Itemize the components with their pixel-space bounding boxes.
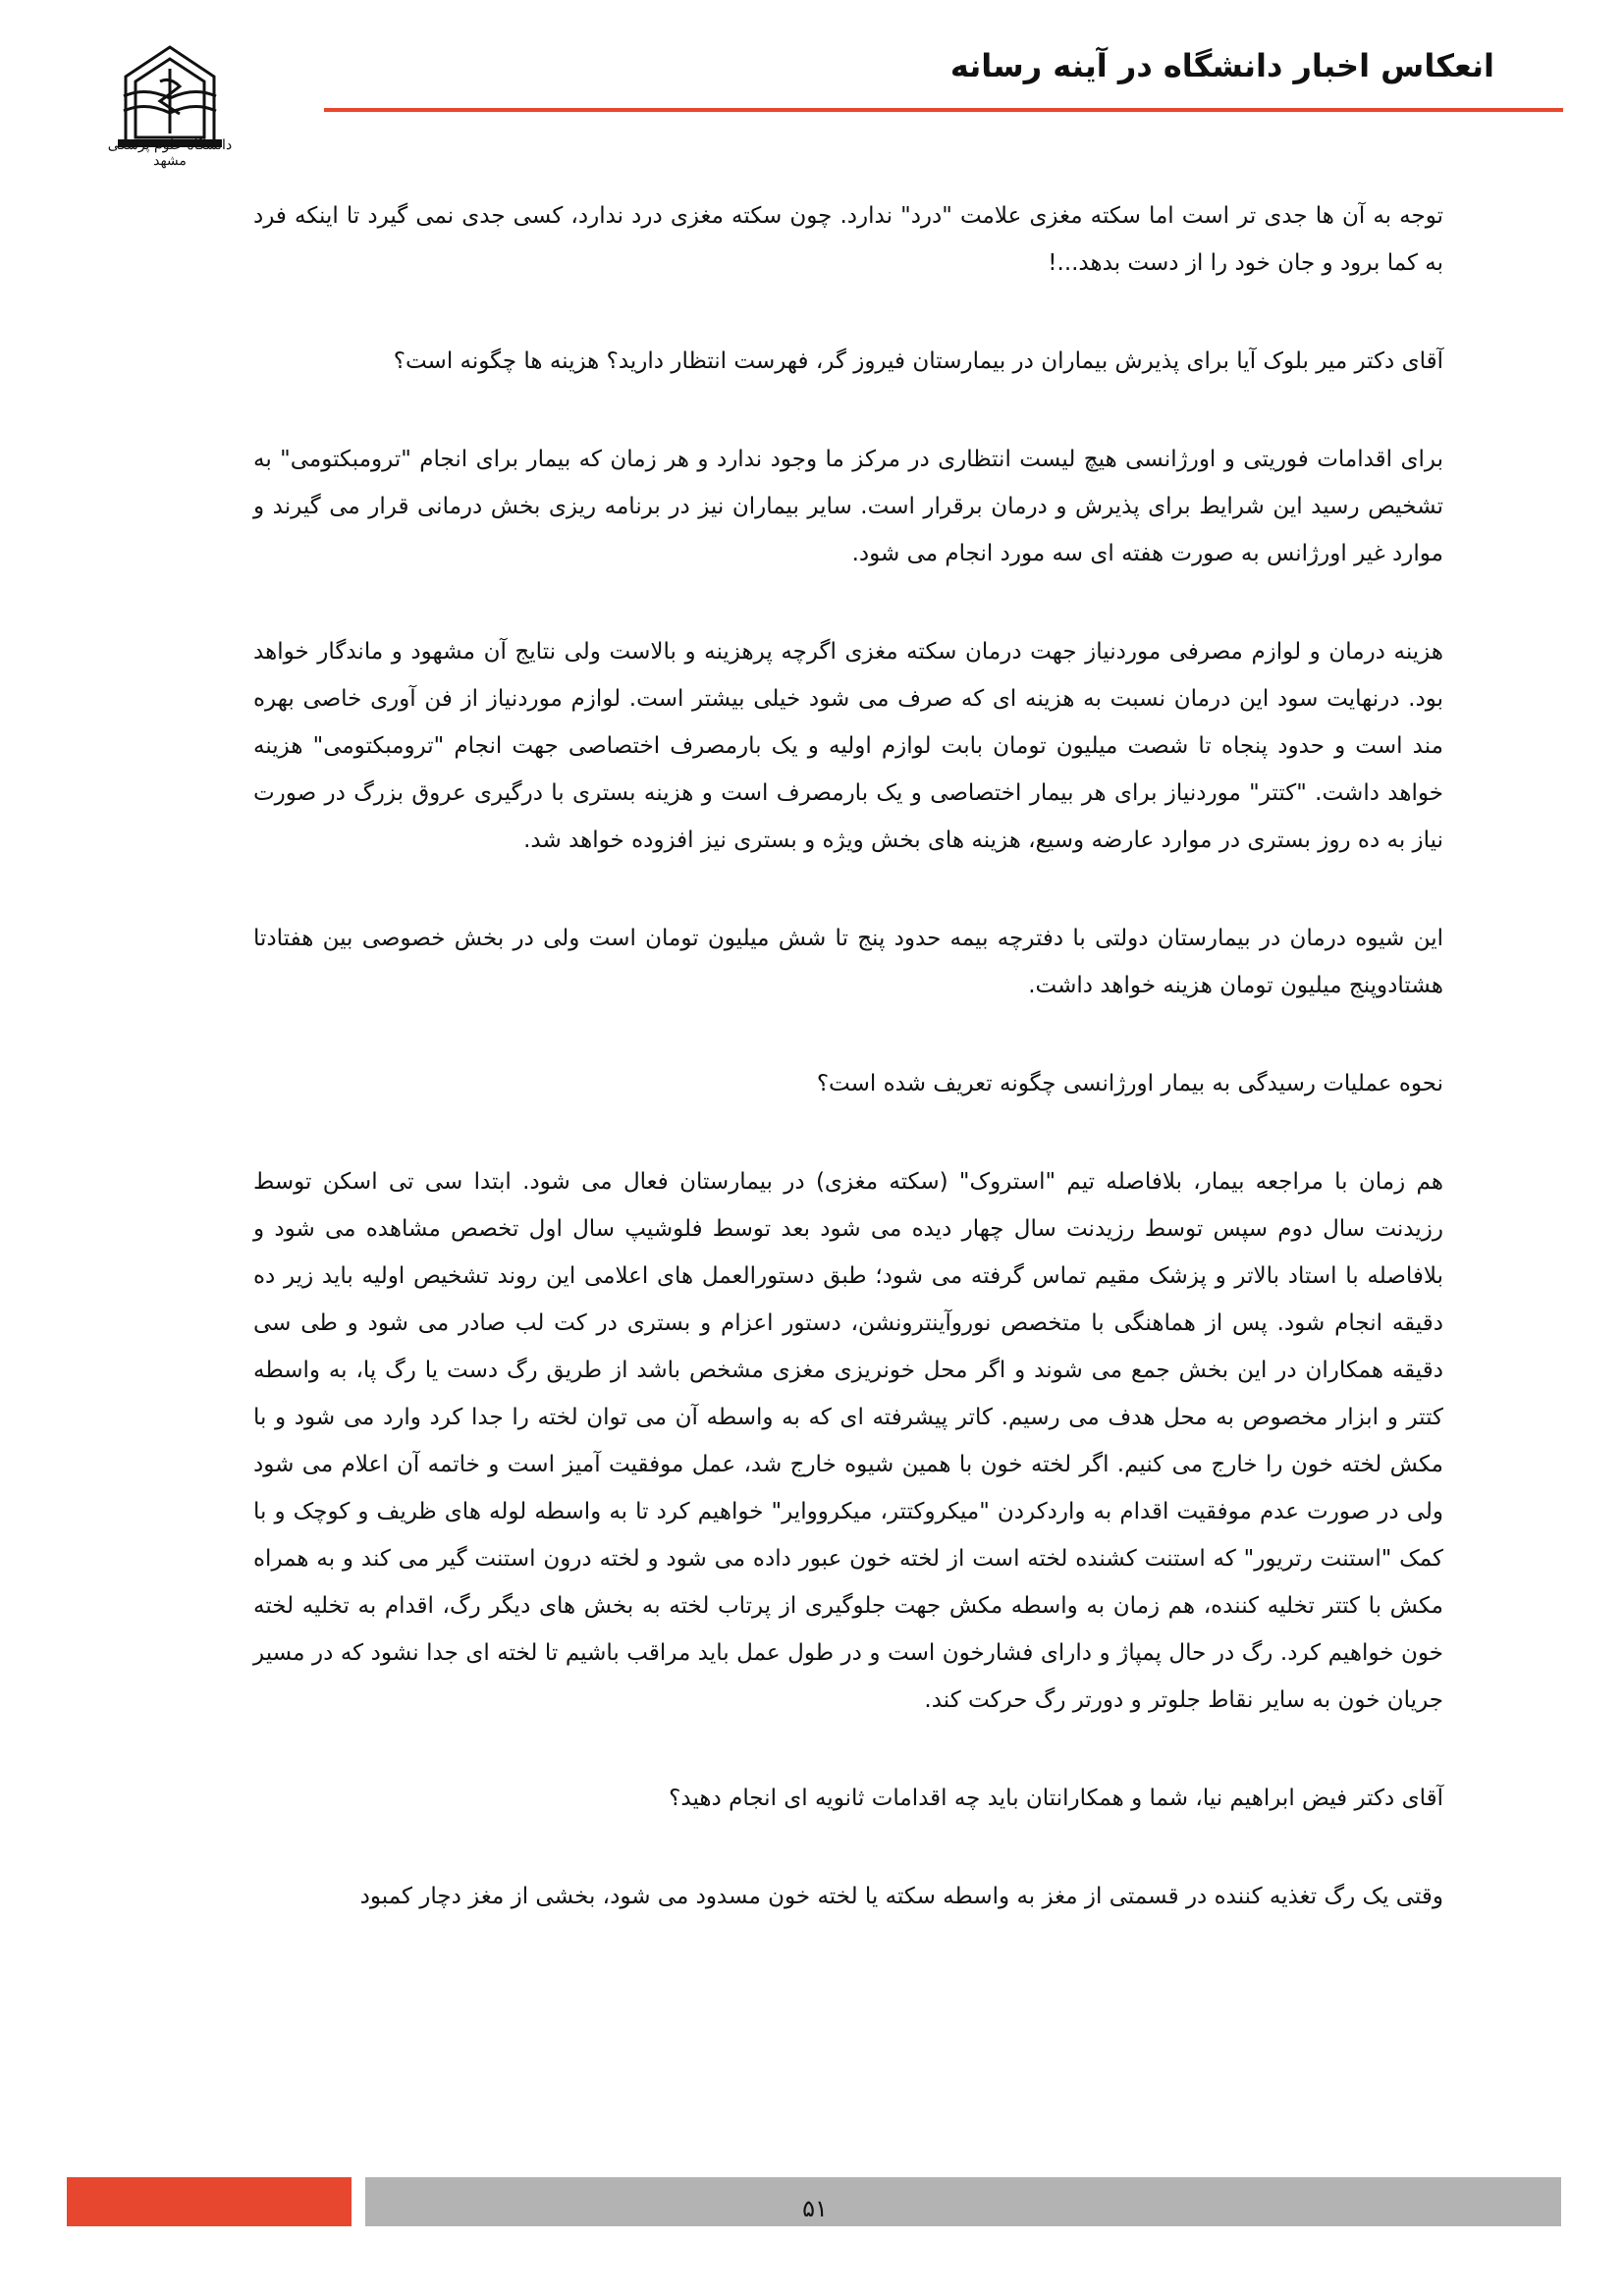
- logo-caption: دانشگاه علوم پزشکی مشهد: [107, 137, 233, 169]
- header-divider: [324, 108, 1563, 112]
- article-body: [253, 192, 1443, 1971]
- footer-bar: [365, 2177, 1561, 2226]
- paragraph: توجه به آن ها جدی تر است اما سکته مغزی علامت "درد" ندارد. چون سکته مغزی درد ندارد، کسی جدی نمی گیرد تا اینکه فرد به کما برود و جان خود را از دست بدهد...!: [253, 203, 1443, 276]
- page-header-title: انعکاس اخبار دانشگاه در آینه رسانه: [949, 47, 1494, 84]
- paragraph: هم زمان با مراجعه بیمار، بلافاصله تیم "استروک" (سکته مغزی) در بیمارستان فعال می شود. ابتدا سی تی اسکن توسط رزیدنت سال دوم سپس توسط رزیدنت سال چهار دیده می شود بعد توسط فلوشیپ سال اول تخصص مشاهده می شود و بلافاصله با استاد بالاتر و پزشک مقیم تماس گرفته می شود؛ طبق دستورالعمل های اعلامی این روند تشخیص اولیه باید زیر ده دقیقه انجام شود. پس از هماهنگی با متخصص نوروآینترونشن، دستور اعزام و بستری در کت لب صادر می شود و طی سی دقیقه همکاران در این بخش جمع می شوند و اگر محل خونریزی مغزی مشخص باشد از طریق رگ دست یا رگ پا، به واسطه کتتر و ابزار مخصوص به محل هدف می رسیم. کاتر پیشرفته ای که به واسطه آن می توان لخته را جدا کرد وارد می شود و با مکش لخته خون را خارج می کنیم. اگر لخته خون با همین شیوه خارج شد، عمل موفقیت آمیز است و خاتمه آن اعلام می شود ولی در صورت عدم موفقیت اقدام به واردکردن "میکروکتتر، میکروواير" خواهیم کرد تا به واسطه لوله های ظریف و کوچک و با کمک "استنت رتریور" که استنت کشنده لخته است از لخته خون عبور داده می شود و لخته درون استنت گیر می کند و به همراه مکش با کتتر تخلیه کننده، هم زمان به واسطه مکش جهت جلوگیری از پرتاب لخته به بخش های دیگر رگ، اقدام به تخلیه لخته خون خواهیم کرد. رگ در حال پمپاژ و دارای فشارخون است و در طول عمل باید مراقب باشیم تا لخته ای جدا نشود که در مسیر جریان خون به سایر نقاط جلوتر و دورتر رگ حرکت کند.: [253, 1169, 1443, 1713]
- page-number: ۵۱: [802, 2195, 828, 2222]
- question-paragraph: آقای دکتر فیض ابراهیم نیا، شما و همکارانتان باید چه اقدامات ثانویه ای انجام دهید؟: [669, 1786, 1443, 1811]
- paragraph: هزینه درمان و لوازم مصرفی موردنیاز جهت درمان سکته مغزی اگرچه پرهزینه و بالاست ولی نتایج آن مشهود و ماندگار خواهد بود. درنهایت سود این درمان نسبت به هزینه ای که صرف می شود خیلی بیشتر است. لوازم موردنیاز از فن آوری خاصی بهره مند است و حدود پنجاه تا شصت میلیون تومان بابت لوازم اولیه و یک بارمصرف اختصاصی جهت انجام "ترومبکتومی" هزینه خواهد داشت. "کتتر" موردنیاز برای هر بیمار اختصاصی و یک بارمصرف است و هزینه بستری با درگیری عروق بزرگ در صورت نیاز به ده روز بستری در موارد عارضه وسیع، هزینه های بخش ویژه و بستری نیز افزوده خواهد شد.: [253, 639, 1443, 853]
- question-paragraph: آقای دکتر میر بلوک آیا برای پذیرش بیماران در بیمارستان فیروز گر، فهرست انتظار دارید؟ هزینه ها چگونه است؟: [393, 348, 1443, 374]
- paragraph: برای اقدامات فوریتی و اورژانسی هیچ لیست انتظاری در مرکز ما وجود ندارد و هر زمان که بیمار برای انجام "ترومبکتومی" به تشخیص رسید این شرایط برای پذیرش و درمان برقرار است. سایر بیماران نیز در برنامه ریزی بخش درمانی قرار می گیرند و موارد غیر اورژانس به صورت هفته ای سه مورد انجام می شود.: [253, 447, 1443, 566]
- footer-bar-accent: [67, 2177, 352, 2226]
- question-paragraph: نحوه عملیات رسیدگی به بیمار اورژانسی چگونه تعریف شده است؟: [816, 1071, 1443, 1096]
- paragraph: وقتی یک رگ تغذیه کننده در قسمتی از مغز به واسطه سکته یا لخته خون مسدود می شود، بخشی از مغز دچار کمبود: [359, 1884, 1443, 1909]
- paragraph: این شیوه درمان در بیمارستان دولتی با دفترچه بیمه حدود پنج تا شش میلیون تومان است ولی در بخش خصوصی بین هفتادتا هشتادوپنج میلیون تومان هزینه خواهد داشت.: [253, 926, 1443, 998]
